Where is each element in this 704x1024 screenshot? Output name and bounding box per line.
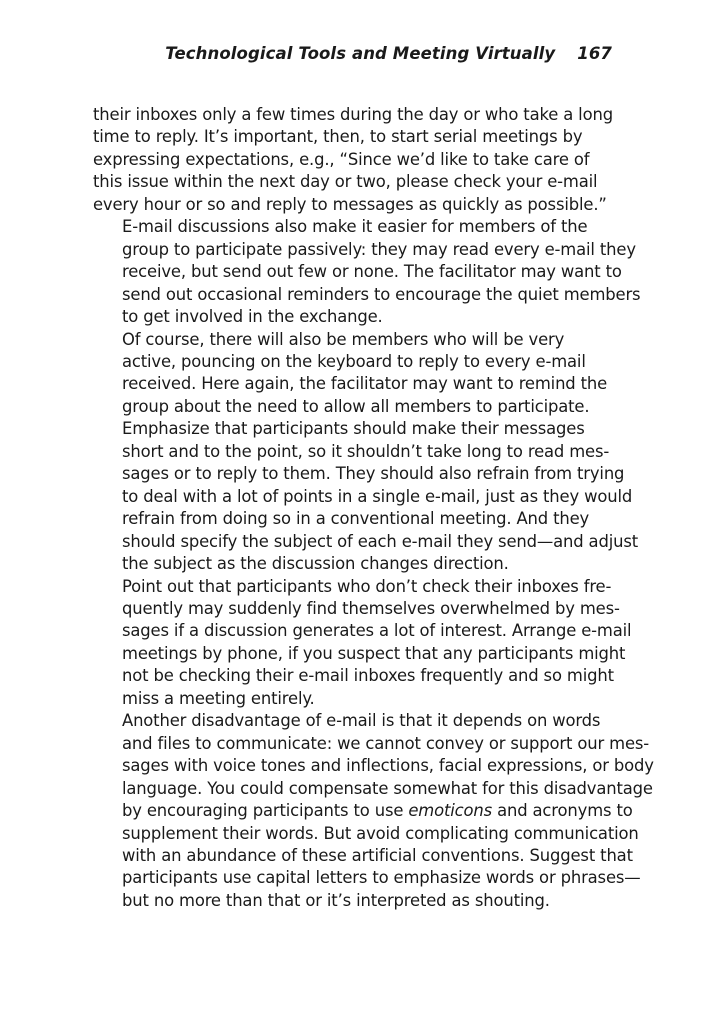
text-line: refrain from doing so in a conventional meeting. And they [122, 509, 590, 529]
text-line [93, 800, 633, 822]
page-number: 167 [577, 44, 612, 63]
text-line: expressing expectations, e.g., “Since we’d like to take care of [93, 149, 590, 169]
text-line: group about the need to allow all members to participate. [122, 396, 590, 416]
text-line: should specify the subject of each e-mail they send—and adjust [122, 531, 639, 551]
text-line: sages if a discussion generates a lot of interest. Arrange e-mail [122, 621, 632, 641]
body-text [93, 104, 654, 912]
text-line: this issue within the next day or two, please check your e-mail [93, 172, 598, 192]
text-line: sages with voice tones and inflections, facial expressions, or body [122, 756, 654, 776]
text-line: sages or to reply to them. They should also refrain from trying [122, 464, 625, 484]
text-line: received. Here again, the facilitator may want to remind the [122, 374, 608, 394]
text-line: send out occasional reminders to encourage the quiet members [122, 284, 641, 304]
text-line: their inboxes only a few times during the day or who take a long [93, 105, 613, 124]
text-line: not be checking their e-mail inboxes frequently and so might [122, 666, 614, 686]
paragraph-1 [93, 104, 613, 216]
paragraph-3 [93, 329, 613, 419]
text-line: quently may suddenly find themselves overwhelmed by mes- [122, 598, 620, 618]
text-line: Point out that participants who don’t check their inboxes fre- [122, 576, 612, 596]
text-line: Of course, there will also be members who will be very [122, 329, 565, 349]
paragraph-6 [93, 710, 654, 912]
text-line: to get involved in the exchange. [122, 307, 383, 327]
text-line: meetings by phone, if you suspect that any participants might [122, 643, 626, 663]
text-line: receive, but send out few or none. The facilitator may want to [122, 262, 622, 282]
text-line: group to participate passively: they may read every e-mail they [122, 239, 636, 259]
text-run: and acronyms to [492, 801, 633, 821]
text-line: participants use capital letters to emphasize words or phrases— [122, 868, 641, 888]
paragraph-4 [93, 418, 639, 575]
text-line: and files to communicate: we cannot convey or support our mes- [122, 733, 650, 753]
running-head [92, 44, 612, 63]
text-line: the subject as the discussion changes direction. [122, 554, 509, 574]
text-line: but no more than that or it’s interpreted as shouting. [122, 890, 550, 910]
text-line: language. You could compensate somewhat for this disadvantage [122, 778, 653, 798]
text-line: miss a meeting entirely. [122, 688, 315, 708]
paragraph-5 [93, 576, 632, 711]
text-line: Emphasize that participants should make their messages [122, 419, 585, 439]
text-line: to deal with a lot of points in a single e-mail, just as they would [122, 486, 633, 506]
text-line: Another disadvantage of e-mail is that it depends on words [122, 711, 601, 731]
emphasized-term: emoticons [408, 801, 493, 821]
text-line: E-mail discussions also make it easier for members of the [122, 217, 588, 237]
text-line: short and to the point, so it shouldn’t take long to read mes- [122, 441, 610, 461]
text-line: every hour or so and reply to messages as quickly as possible.” [93, 194, 607, 214]
text-line: active, pouncing on the keyboard to reply to every e-mail [122, 351, 586, 371]
text-line: with an abundance of these artificial conventions. Suggest that [122, 845, 633, 865]
text-line: supplement their words. But avoid complicating communication [122, 823, 639, 843]
paragraph-2 [93, 216, 641, 328]
text-line: time to reply. It’s important, then, to start serial meetings by [93, 127, 583, 147]
running-head-title: Technological Tools and Meeting Virtually [165, 44, 556, 63]
text-run: by encouraging participants to use [122, 801, 409, 821]
